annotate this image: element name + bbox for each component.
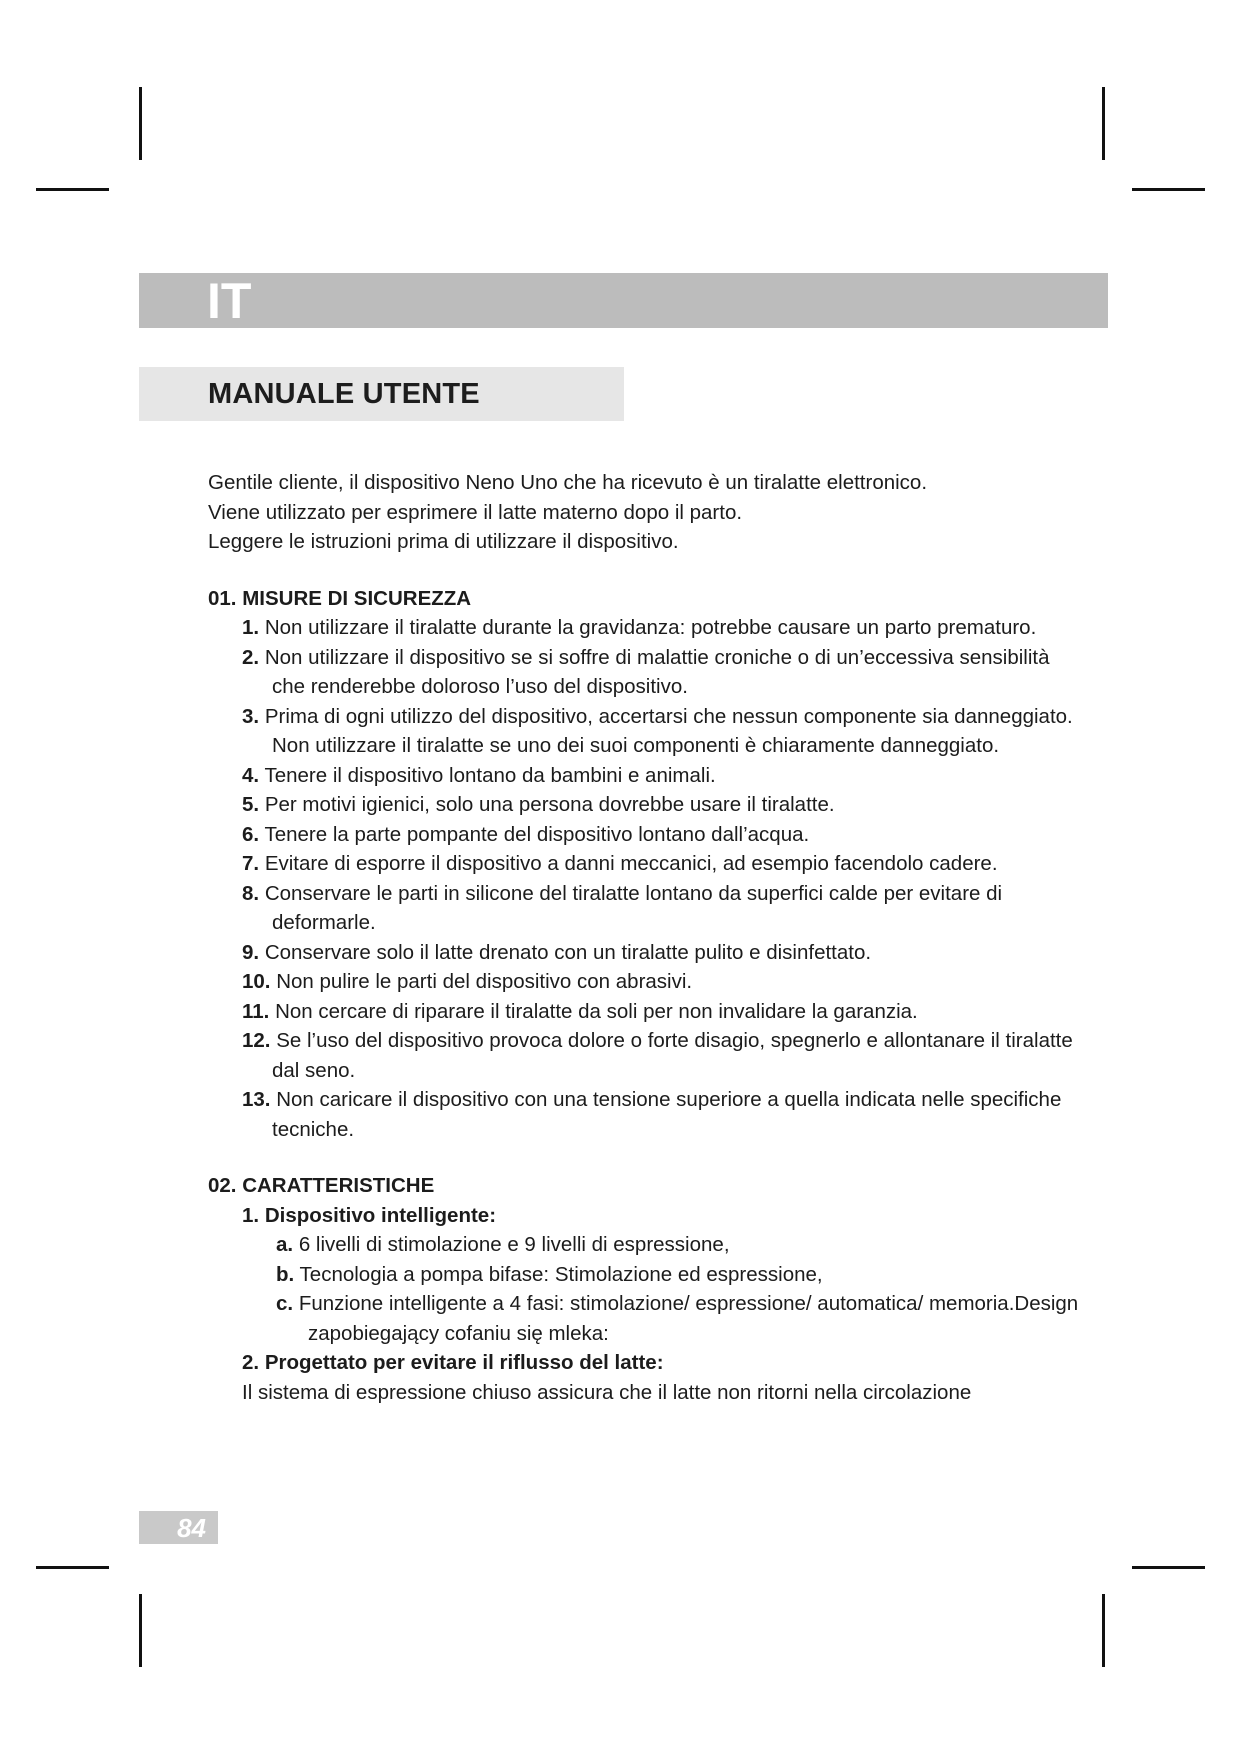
intro	[208, 468, 1088, 557]
list-item: b. Tecnologia a pompa bifase: Stimolazione ed espressione,	[276, 1262, 823, 1286]
crop-mark	[1132, 188, 1205, 191]
list-item: c. Funzione intelligente a 4 fasi: stimolazione/ espressione/ automatica/ memoria.Design zapobiegający cofaniu się mleka:	[276, 1292, 1079, 1345]
list-item: 3. Prima di ogni utilizzo del dispositivo, accertarsi che nessun componente sia danneggiato. Non utilizzare il tiralatte se uno dei suoi componenti è chiaramente danneggiato.	[242, 704, 1073, 757]
crop-mark	[36, 1566, 109, 1569]
features-sublist	[208, 1230, 1088, 1348]
feature-description: Il sistema di espressione chiuso assicura che il latte non ritorni nella circolazione	[242, 1380, 972, 1404]
list-item: 2. Non utilizzare il dispositivo se si soffre di malattie croniche o di un’eccessiva sensibilità che renderebbe doloroso l’uso del dispositivo.	[242, 645, 1050, 698]
intro-line: Leggere le istruzioni prima di utilizzare il dispositivo.	[208, 530, 679, 553]
section-title-safety: 01. MISURE DI SICUREZZA	[208, 586, 472, 610]
features-list	[208, 1201, 1088, 1231]
crop-mark	[36, 188, 109, 191]
page-number: 84	[177, 1513, 206, 1543]
crop-mark	[139, 1594, 142, 1667]
page-title: MANUALE UTENTE	[208, 378, 480, 410]
list-item: 13. Non caricare il dispositivo con una tensione superiore a quella indicata nelle specifiche tecniche.	[242, 1088, 1062, 1141]
list-item: 5. Per motivi igienici, solo una persona dovrebbe usare il tiralatte.	[242, 793, 835, 816]
list-item: 1. Non utilizzare il tiralatte durante la gravidanza: potrebbe causare un parto prematuro.	[242, 616, 1037, 639]
list-item: 12. Se l’uso del dispositivo provoca dolore o forte disagio, spegnerlo e allontanare il tiralatte dal seno.	[242, 1029, 1073, 1082]
list-item: 2. Progettato per evitare il riflusso del latte:	[242, 1351, 664, 1374]
crop-mark	[139, 87, 142, 160]
language-code: IT	[207, 273, 252, 329]
title-box	[139, 367, 624, 421]
list-item: 10. Non pulire le parti del dispositivo con abrasivi.	[242, 970, 693, 993]
page-number-box	[139, 1511, 218, 1544]
crop-mark	[1132, 1566, 1205, 1569]
list-item: a. 6 livelli di stimolazione e 9 livelli di espressione,	[276, 1233, 730, 1256]
features-list-2	[208, 1348, 1088, 1378]
intro-line: Gentile cliente, il dispositivo Neno Uno che ha ricevuto è un tiralatte elettronico.	[208, 471, 928, 494]
language-band	[139, 273, 1108, 328]
safety-list-continued	[208, 967, 1088, 1144]
crop-mark	[1102, 87, 1105, 160]
list-item: 4. Tenere il dispositivo lontano da bambini e animali.	[242, 763, 716, 787]
intro-line: Viene utilizzato per esprimere il latte materno dopo il parto.	[208, 500, 743, 524]
list-item: 11. Non cercare di riparare il tiralatte da soli per non invalidare la garanzia.	[242, 999, 918, 1023]
section-title-features: 02. CARATTERISTICHE	[208, 1174, 435, 1197]
list-item: 8. Conservare le parti in silicone del tiralatte lontano da superfici calde per evitare di deformarle.	[242, 881, 1003, 934]
list-item: 9. Conservare solo il latte drenato con un tiralatte pulito e disinfettato.	[242, 940, 872, 964]
list-item: 7. Evitare di esporre il dispositivo a danni meccanici, ad esempio facendolo cadere.	[242, 852, 998, 875]
crop-mark	[1102, 1594, 1105, 1667]
list-item: 6. Tenere la parte pompante del dispositivo lontano dall’acqua.	[242, 822, 810, 846]
safety-list	[208, 613, 1088, 967]
manual-content	[208, 468, 1088, 1407]
list-item: 1. Dispositivo intelligente:	[242, 1203, 497, 1227]
